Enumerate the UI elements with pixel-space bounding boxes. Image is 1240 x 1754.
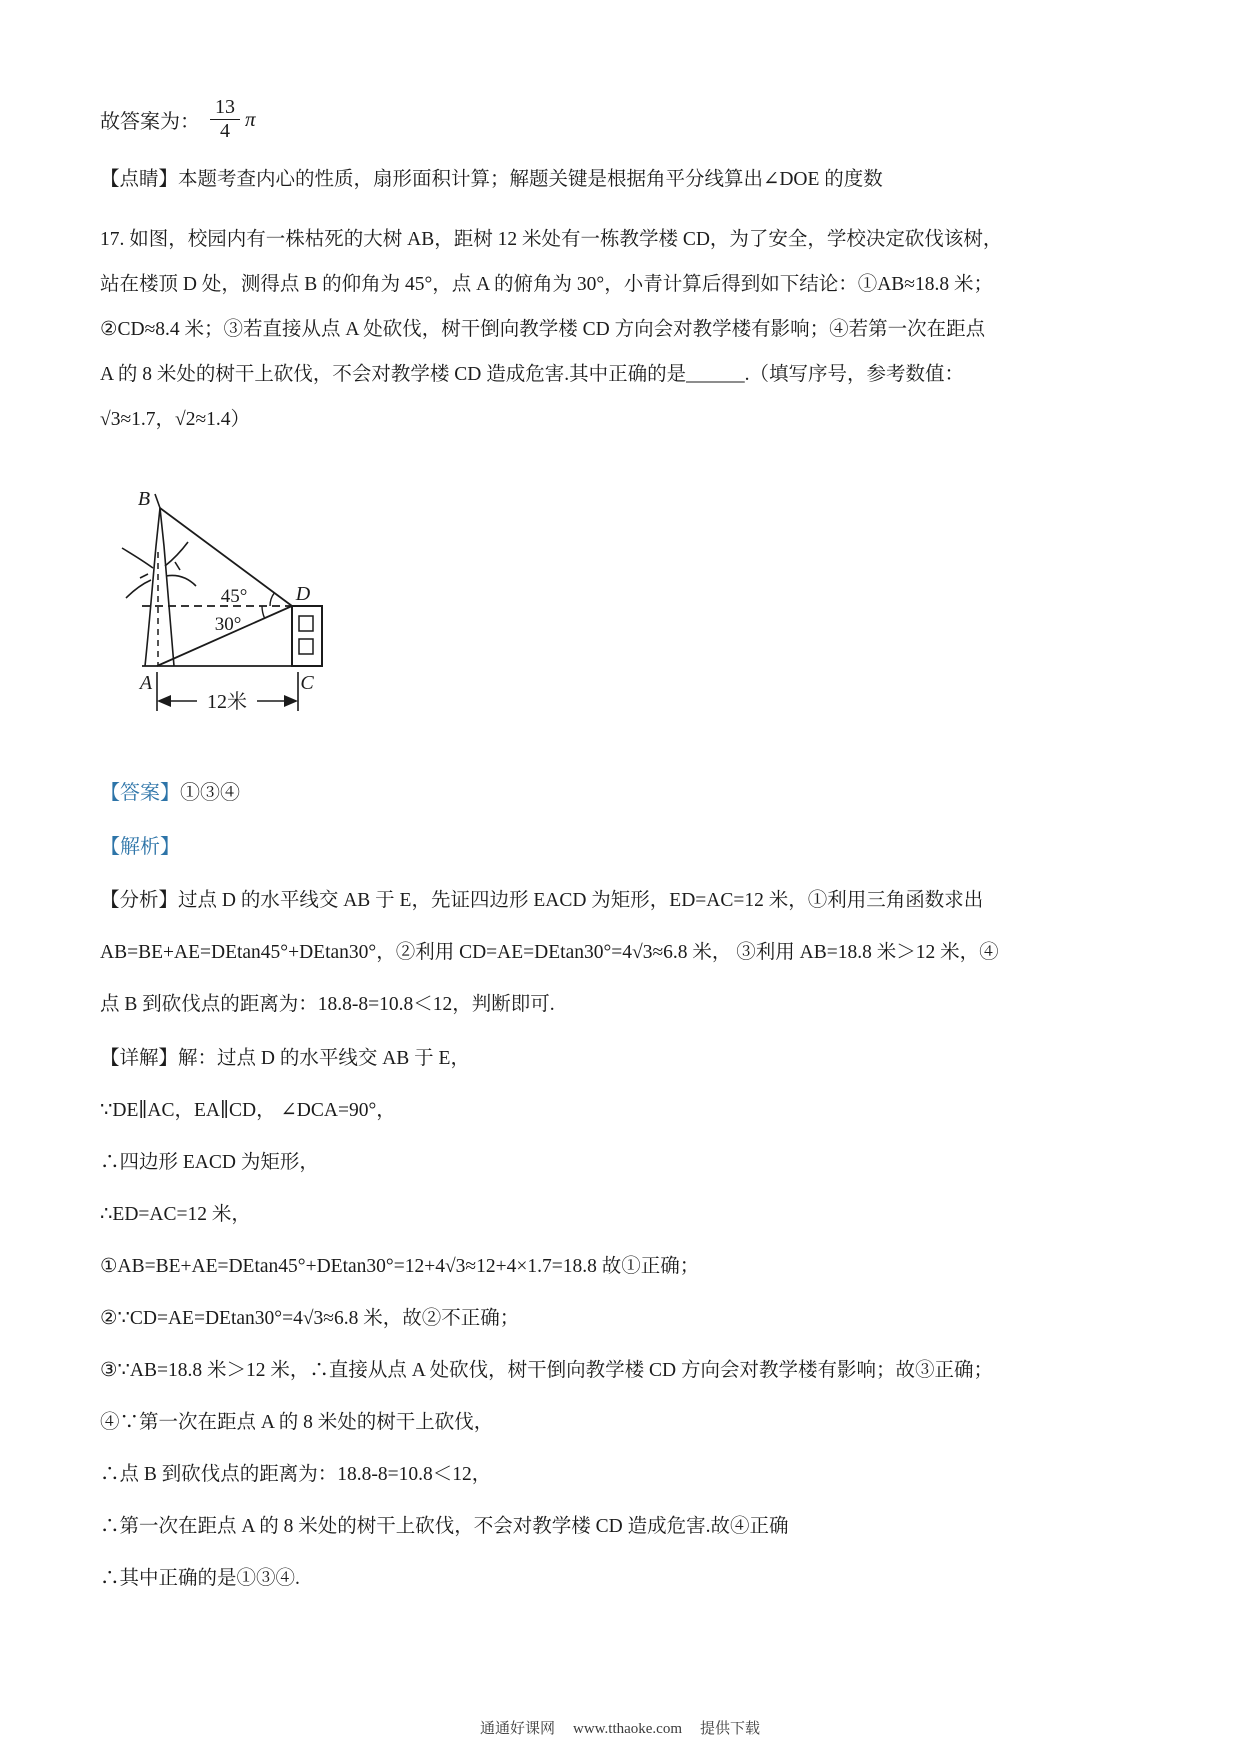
document-content	[100, 0, 1140, 1593]
analysis-line: AB=BE+AE=DEtan45°+DEtan30°，②利用 CD=AE=DEtan30°=4√3≈6.8 米， ③利用 AB=18.8 米＞12 米，④	[100, 942, 999, 963]
arrow-left-icon	[157, 695, 171, 707]
statement-line: ②CD≈8.4 米；③若直接从点 A 处砍伐，树干倒向教学楼 CD 方向会对教学楼有影响；④若第一次在距点	[100, 319, 986, 340]
previous-answer-line	[100, 86, 1140, 152]
statement-line: 站在楼顶 D 处，测得点 B 的仰角为 45°，点 A 的俯角为 30°，小青计算后得到如下结论：①AB≈18.8 米；	[100, 274, 993, 295]
statement-line: A 的 8 米处的树干上砍伐，不会对教学楼 CD 造成危害.其中正确的是______.（填写序号，参考数值：	[100, 364, 964, 385]
problem-figure	[100, 478, 1140, 735]
point-label-b: B	[137, 488, 151, 510]
statement-line: 17. 如图，校园内有一株枯死的大树 AB，距树 12 米处有一栋教学楼 CD，为了安全，学校决定砍伐该树，	[100, 229, 1003, 250]
dimension-annotation	[157, 672, 298, 713]
footer-url: www.tthaoke.com	[573, 1721, 682, 1737]
detail-line: ∴其中正确的是①③④.	[100, 1568, 300, 1589]
analysis-header-label: 【解析】	[100, 836, 180, 858]
statement-line: √3≈1.7，√2≈1.4）	[100, 409, 251, 430]
figure-svg	[100, 478, 340, 730]
answer-value: ①③④	[180, 782, 240, 804]
point-label-c: C	[300, 672, 314, 694]
angle-arc-30	[262, 606, 265, 618]
building-drawing	[292, 606, 322, 666]
detail-line: ④∵第一次在距点 A 的 8 米处的树干上砍伐，	[100, 1412, 494, 1433]
detail-line: ②∵CD=AE=DEtan30°=4√3≈6.8 米，故②不正确；	[100, 1308, 520, 1329]
detail-line: ①AB=BE+AE=DEtan45°+DEtan30°=12+4√3≈12+4×1.7=18.8 故①正确；	[100, 1256, 700, 1277]
pi-symbol: π	[245, 106, 256, 131]
comment-line: 【点睛】本题考查内心的性质，扇形面积计算；解题关键是根据角平分线算出∠DOE 的度数	[100, 169, 883, 190]
footer-site-name: 通通好课网	[479, 1721, 555, 1737]
detail-line: ③∵AB=18.8 米＞12 米，∴直接从点 A 处砍伐，树干倒向教学楼 CD 方向会对教学楼有影响；故③正确；	[100, 1360, 993, 1381]
angle-label-30: 30°	[214, 614, 242, 635]
analysis-block	[100, 887, 1140, 1019]
detail-line: ∴ED=AC=12 米，	[100, 1204, 251, 1225]
detail-line: ∴点 B 到砍伐点的距离为：18.8-8=10.8＜12，	[100, 1464, 492, 1485]
analysis-line: 点 B 到砍伐点的距离为：18.8-8=10.8＜12，判断即可.	[100, 994, 555, 1015]
detail-line: 【详解】解：过点 D 的水平线交 AB 于 E，	[100, 1048, 470, 1069]
fraction-denominator: 4	[220, 119, 230, 142]
angle-label-45: 45°	[220, 586, 248, 607]
fraction	[210, 97, 240, 142]
analysis-line: 【分析】过点 D 的水平线交 AB 于 E，先证四边形 EACD 为矩形，ED=AC=12 米，①利用三角函数求出	[100, 890, 984, 911]
answer-prefix: 故答案为：	[100, 110, 200, 133]
detail-line: ∴第一次在距点 A 的 8 米处的树干上砍伐，不会对教学楼 CD 造成危害.故④正确	[100, 1516, 789, 1537]
building-window-lower	[299, 639, 313, 654]
problem-statement	[100, 226, 1140, 434]
analysis-header	[100, 833, 1140, 861]
answer-label: 【答案】	[100, 782, 180, 804]
arrow-right-icon	[284, 695, 298, 707]
tree-drawing	[122, 494, 196, 666]
detail-block	[100, 1045, 1140, 1593]
detail-line: ∵DE∥AC，EA∥CD， ∠DCA=90°，	[100, 1100, 396, 1121]
angle-arc-45	[270, 593, 274, 606]
fraction-numerator: 13	[210, 97, 240, 120]
answer-line	[100, 779, 1140, 807]
page-footer	[0, 1717, 1240, 1738]
building-window-upper	[299, 616, 313, 631]
dimension-label: 12米	[207, 691, 247, 713]
building-outline	[292, 606, 322, 666]
footer-suffix: 提供下载	[700, 1721, 761, 1737]
point-label-a: A	[139, 672, 153, 694]
point-label-d: D	[295, 583, 311, 605]
detail-line: ∴四边形 EACD 为矩形，	[100, 1152, 319, 1173]
